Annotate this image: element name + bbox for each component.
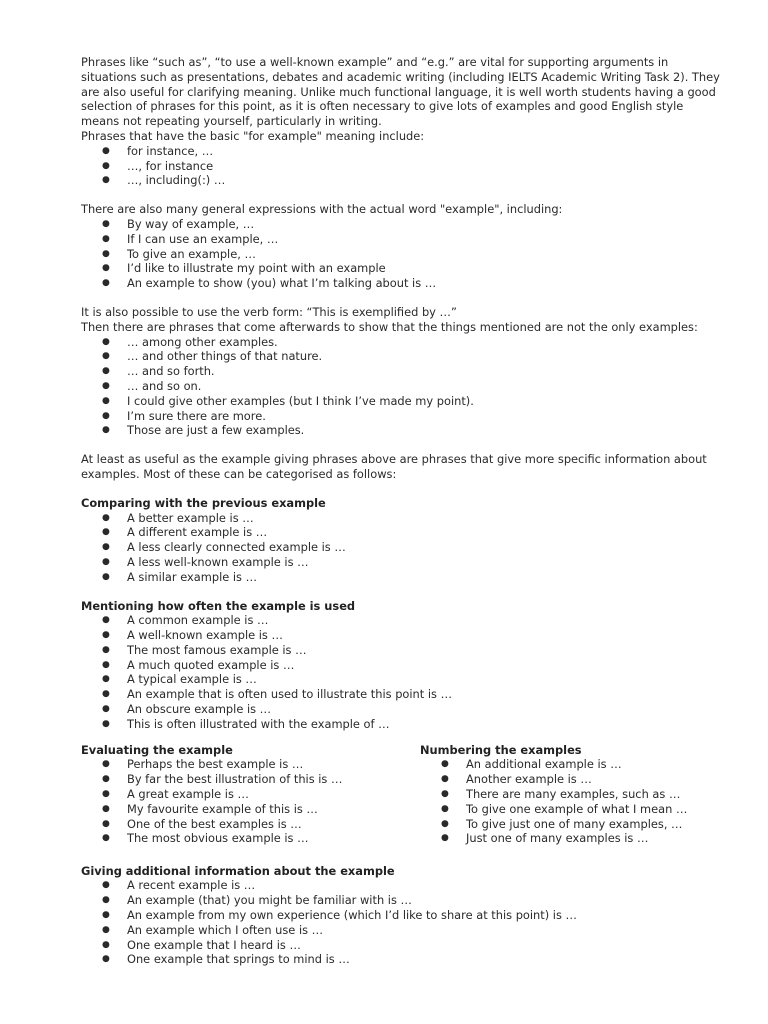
additional-info-heading: Giving additional information about the example [81,863,395,878]
list-item-text: A common example is … [127,613,269,628]
list-item [81,878,721,893]
list-item-text: I’m sure there are more. [127,408,266,423]
bullet-icon: ● [102,336,110,347]
list-item [81,893,721,908]
list-item-text: To give an example, … [127,246,256,261]
list-item-text: … among other examples. [127,334,278,349]
list-item-text: By way of example, … [127,216,255,231]
list-item-text: …, including(:) … [127,173,226,188]
bullet-icon: ● [102,145,110,156]
bullet-icon: ● [102,774,110,785]
bullet-icon: ● [102,759,110,770]
list-item [81,787,411,802]
bullet-icon: ● [102,248,110,259]
specific-info-paragraph: At least as useful as the example giving phrases above are phrases that give more specific information about examples. Most of these can be categorised as follows: [81,452,707,481]
comparing-list [81,511,721,585]
bullet-icon: ● [102,218,110,229]
bullet-icon: ● [102,833,110,844]
additional-info-list [81,878,721,967]
list-item [81,335,721,350]
list-item-text: If I can use an example, … [127,231,279,246]
comparing-heading: Comparing with the previous example [81,495,326,510]
evaluating-heading: Evaluating the example [81,742,233,757]
list-item [81,217,721,232]
bullet-icon: ● [441,759,449,770]
list-item-text: To give one example of what I mean … [466,801,688,816]
bullet-icon: ● [102,366,110,377]
list-item [81,923,721,938]
list-item-text: To give just one of many examples, … [466,816,683,831]
list-item [420,757,750,772]
list-item-text: My favourite example of this is … [127,801,318,816]
list-item-text: There are many examples, such as … [466,787,681,802]
list-item [81,802,411,817]
bullet-icon: ● [102,659,110,670]
list-item-text: A different example is … [127,525,268,540]
list-item-text: The most obvious example is … [127,831,309,846]
list-item [81,159,721,174]
basic-meaning-list [81,144,721,188]
list-item-text: A recent example is … [127,878,256,893]
afterwards-list [81,335,721,439]
general-expressions-lead: There are also many general expressions with the actual word "example", including: [81,202,563,217]
list-item [81,570,721,585]
verb-form-paragraph: It is also possible to use the verb form: “This is exemplified by …” [81,304,457,319]
list-item-text: A well-known example is … [127,628,283,643]
list-item [81,423,721,438]
list-item [81,173,721,188]
two-column-section [81,743,721,850]
list-item-text: One example that I heard is … [127,937,301,952]
list-item-text: One example that springs to mind is … [127,952,350,967]
bullet-icon: ● [102,263,110,274]
list-item [81,658,721,673]
list-item [81,717,721,732]
bullet-icon: ● [102,160,110,171]
bullet-icon: ● [102,351,110,362]
bullet-icon: ● [441,833,449,844]
list-item-text: An additional example is … [466,757,622,772]
bullet-icon: ● [441,774,449,785]
list-item [81,613,721,628]
list-item [81,772,411,787]
evaluating-column [81,743,411,847]
bullet-icon: ● [102,689,110,700]
list-item [81,908,721,923]
list-item [81,938,721,953]
bullet-icon: ● [102,425,110,436]
list-item [81,672,721,687]
list-item [81,525,721,540]
list-item [420,787,750,802]
bullet-icon: ● [102,233,110,244]
list-item [81,276,721,291]
list-item [81,555,721,570]
list-item-text: … and other things of that nature. [127,349,323,364]
bullet-icon: ● [102,410,110,421]
bullet-icon: ● [102,527,110,538]
list-item-text: A typical example is … [127,672,257,687]
numbering-heading: Numbering the examples [420,742,582,757]
list-item-text: for instance, … [127,143,214,158]
list-item [81,232,721,247]
evaluating-list [81,757,411,846]
how-often-heading: Mentioning how often the example is used [81,598,356,613]
bullet-icon: ● [441,789,449,800]
bullet-icon: ● [102,954,110,965]
list-item [420,772,750,787]
list-item [81,952,721,967]
list-item-text: …, for instance [127,158,214,173]
list-item-text: An example to show (you) what I’m talking about is … [127,276,437,291]
list-item [81,379,721,394]
list-item-text: Another example is … [466,772,592,787]
list-item [81,540,721,555]
general-expressions-list [81,217,721,291]
list-item-text: By far the best illustration of this is … [127,772,343,787]
bullet-icon: ● [102,556,110,567]
bullet-icon: ● [441,818,449,829]
afterwards-lead: Then there are phrases that come afterwards to show that the things mentioned are not the only examples: [81,319,698,334]
list-item [81,364,721,379]
list-item [420,817,750,832]
list-item-text: An example that is often used to illustrate this point is … [127,687,452,702]
list-item-text: The most famous example is … [127,642,307,657]
bullet-icon: ● [441,803,449,814]
list-item-text: Just one of many examples is … [466,831,649,846]
list-item [81,643,721,658]
bullet-icon: ● [102,542,110,553]
list-item-text: A much quoted example is … [127,657,295,672]
intro-paragraph: Phrases like “such as”, “to use a well-known example” and “e.g.” are vital for supporting arguments in situations such as presentations, debates and academic writing (including IELTS Academic Writing Task 2). They are also useful for clarifying meaning. Unlike much functional language, it is well worth students having a good selection of phrases for this point, as it is often necessary to give lots of examples and good English style means not repeating yourself, particularly in writing. [81,55,720,129]
list-item-text: A similar example is … [127,569,257,584]
list-item-text: This is often illustrated with the example of … [127,716,390,731]
list-item-text: I could give other examples (but I think I’ve made my point). [127,393,474,408]
list-item [81,831,411,846]
list-item-text: Those are just a few examples. [127,423,305,438]
bullet-icon: ● [102,718,110,729]
bullet-icon: ● [102,380,110,391]
bullet-icon: ● [102,704,110,715]
list-item-text: An obscure example is … [127,702,272,717]
numbering-list [420,757,750,846]
list-item [420,831,750,846]
list-item-text: Perhaps the best example is … [127,757,304,772]
list-item-text: I’d like to illustrate my point with an example [127,261,386,276]
bullet-icon: ● [102,818,110,829]
bullet-icon: ● [102,175,110,186]
bullet-icon: ● [102,789,110,800]
list-item-text: A great example is … [127,787,249,802]
list-item-text: … and so on. [127,378,202,393]
bullet-icon: ● [102,880,110,891]
list-item [81,394,721,409]
list-item [81,687,721,702]
list-item [81,409,721,424]
list-item-text: A less clearly connected example is … [127,540,346,555]
bullet-icon: ● [102,924,110,935]
list-item-text: One of the best examples is … [127,816,302,831]
list-item [81,144,721,159]
bullet-icon: ● [102,278,110,289]
bullet-icon: ● [102,571,110,582]
basic-meaning-lead: Phrases that have the basic "for example" meaning include: [81,128,425,143]
bullet-icon: ● [102,674,110,685]
bullet-icon: ● [102,803,110,814]
list-item [81,757,411,772]
bullet-icon: ● [102,895,110,906]
bullet-icon: ● [102,512,110,523]
list-item-text: … and so forth. [127,364,215,379]
bullet-icon: ● [102,615,110,626]
list-item-text: An example (that) you might be familiar with is … [127,893,412,908]
list-item-text: A less well-known example is … [127,554,309,569]
list-item [81,247,721,262]
list-item [81,349,721,364]
bullet-icon: ● [102,395,110,406]
list-item-text: An example from my own experience (which I’d like to share at this point) is … [127,908,577,923]
list-item [81,817,411,832]
bullet-icon: ● [102,910,110,921]
how-often-list [81,613,721,731]
list-item-text: A better example is … [127,510,254,525]
numbering-column [420,743,750,847]
list-item [81,702,721,717]
list-item [81,511,721,526]
list-item [81,628,721,643]
list-item [420,802,750,817]
list-item [81,261,721,276]
document-page [81,55,721,967]
bullet-icon: ● [102,644,110,655]
bullet-icon: ● [102,939,110,950]
list-item-text: An example which I often use is … [127,922,324,937]
bullet-icon: ● [102,630,110,641]
